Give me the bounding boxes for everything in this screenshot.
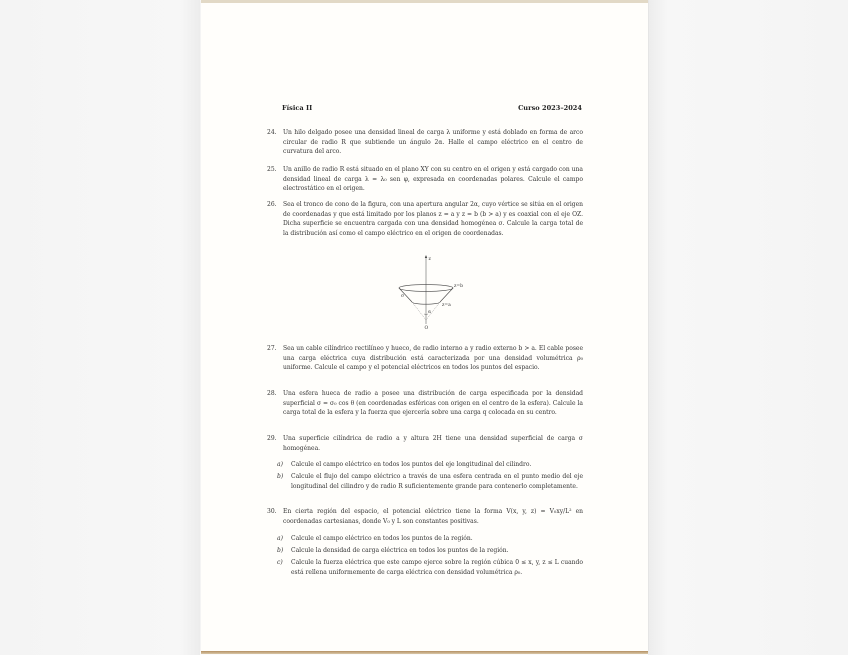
problem-24: [267, 128, 583, 157]
problem-29-part-a: [277, 460, 583, 470]
problem-number: 25.: [267, 166, 277, 173]
course-year: Curso 2023–2024: [518, 104, 582, 112]
z-axis-label: z: [428, 257, 431, 262]
problem-29: [267, 434, 583, 453]
part-text: Calcule el campo eléctrico en todos los puntos de la región.: [291, 535, 473, 542]
problem-30-part-b: [277, 546, 583, 556]
problem-28: [267, 389, 583, 418]
course-name: Física II: [282, 104, 313, 112]
cone-extension-left: [412, 302, 426, 320]
background-left: [0, 0, 200, 655]
truncated-cone-figure: [391, 254, 464, 332]
part-label: a): [277, 461, 283, 468]
part-label: b): [277, 473, 284, 480]
document-page: [201, 0, 648, 651]
problem-29-part-b: [277, 472, 583, 491]
problem-27: [267, 344, 583, 373]
problem-number: 26.: [267, 201, 277, 208]
page-top-edge: [201, 0, 648, 3]
sigma-label: σ: [401, 294, 405, 299]
problem-number: 24.: [267, 129, 277, 136]
problem-text: Sea el tronco de cono de la figura, con una apertura angular 2α, cuyo vértice se sitúa en el origen de coordenadas y que está limitado por los planos z = a y z = b (b > a) y es coaxial con el eje OZ. Dicha superficie se encuentra cargada con una densidad homogénea σ. Calcule la carga total de la distribución así como el campo eléctrico en el origen de coordenadas.: [283, 201, 583, 238]
problem-text: Un hilo delgado posee una densidad lineal de carga λ uniforme y está doblado en forma de arco circular de radio R que subtiende un ángulo 2α. Halle el campo eléctrico en el centro de curvatura del arco.: [283, 129, 583, 156]
lower-plane-label: z=a: [442, 303, 451, 308]
part-text: Calcule el campo eléctrico en todos los puntos del eje longitudinal del cilindro.: [291, 461, 532, 468]
origin-label: O: [424, 326, 429, 331]
part-label: c): [277, 559, 283, 566]
problem-30-part-c: [277, 558, 583, 577]
alpha-label: α: [428, 310, 432, 315]
problem-30-part-a: [277, 534, 583, 544]
z-axis-arrow: [425, 255, 427, 258]
problem-text: En cierta región del espacio, el potencial eléctrico tiene la forma V(x, y, z) = V₀xy/L² en coordenadas cartesianas, donde V₀ y L son constantes positivas.: [283, 508, 583, 525]
problem-30: [267, 507, 583, 526]
part-label: b): [277, 547, 284, 554]
problem-number: 27.: [267, 345, 277, 352]
part-text: Calcule el flujo del campo eléctrico a través de una esfera centrada en el punto medio del eje longitudinal del cilindro y de radio R suficientemente grande para contenerlo completamente.: [291, 473, 583, 490]
problem-number: 30.: [267, 508, 277, 515]
background-right: [648, 0, 848, 655]
problem-25: [267, 165, 583, 194]
problem-26: [267, 200, 583, 239]
problem-text: Una superficie cilíndrica de radio a y altura 2H tiene una densidad superficial de carga σ homogénea.: [283, 435, 583, 452]
problem-text: Sea un cable cilíndrico rectilíneo y hueco, de radio interno a y radio externo b > a. El cable posee una carga eléctrica cuya distribución está caracterizada por una densidad volumétrica ρ₀ uniforme. Calcule el campo y el potencial eléctricos en todos los puntos del espacio.: [283, 345, 583, 372]
part-label: a): [277, 535, 283, 542]
problem-text: Un anillo de radio R está situado en el plano XY con su centro en el origen y está cargado con una densidad lineal de carga λ = λ₀ sen φ, expresada en coordenadas polares. Calcule el campo electrostático en el origen.: [283, 166, 583, 193]
page-bottom-edge: [201, 651, 648, 654]
problem-number: 29.: [267, 435, 277, 442]
part-text: Calcule la densidad de carga eléctrica en todos los puntos de la región.: [291, 547, 509, 554]
upper-plane-label: z=b: [454, 284, 464, 289]
problem-text: Una esfera hueca de radio a posee una distribución de carga especificada por la densidad superficial σ = σ₀ cos θ (en coordenadas esféricas con origen en el centro de la esfera). Calcule la carga total de la esfera y la fuerza que ejercería sobre una carga q colocada en su centro.: [283, 390, 583, 417]
problem-number: 28.: [267, 390, 277, 397]
part-text: Calcule la fuerza eléctrica que este campo ejerce sobre la región cúbica 0 ≤ x, y, z ≤ L cuando está rellena uniformemente de carga eléctrica con densidad volumétrica ρ₀.: [291, 559, 583, 576]
